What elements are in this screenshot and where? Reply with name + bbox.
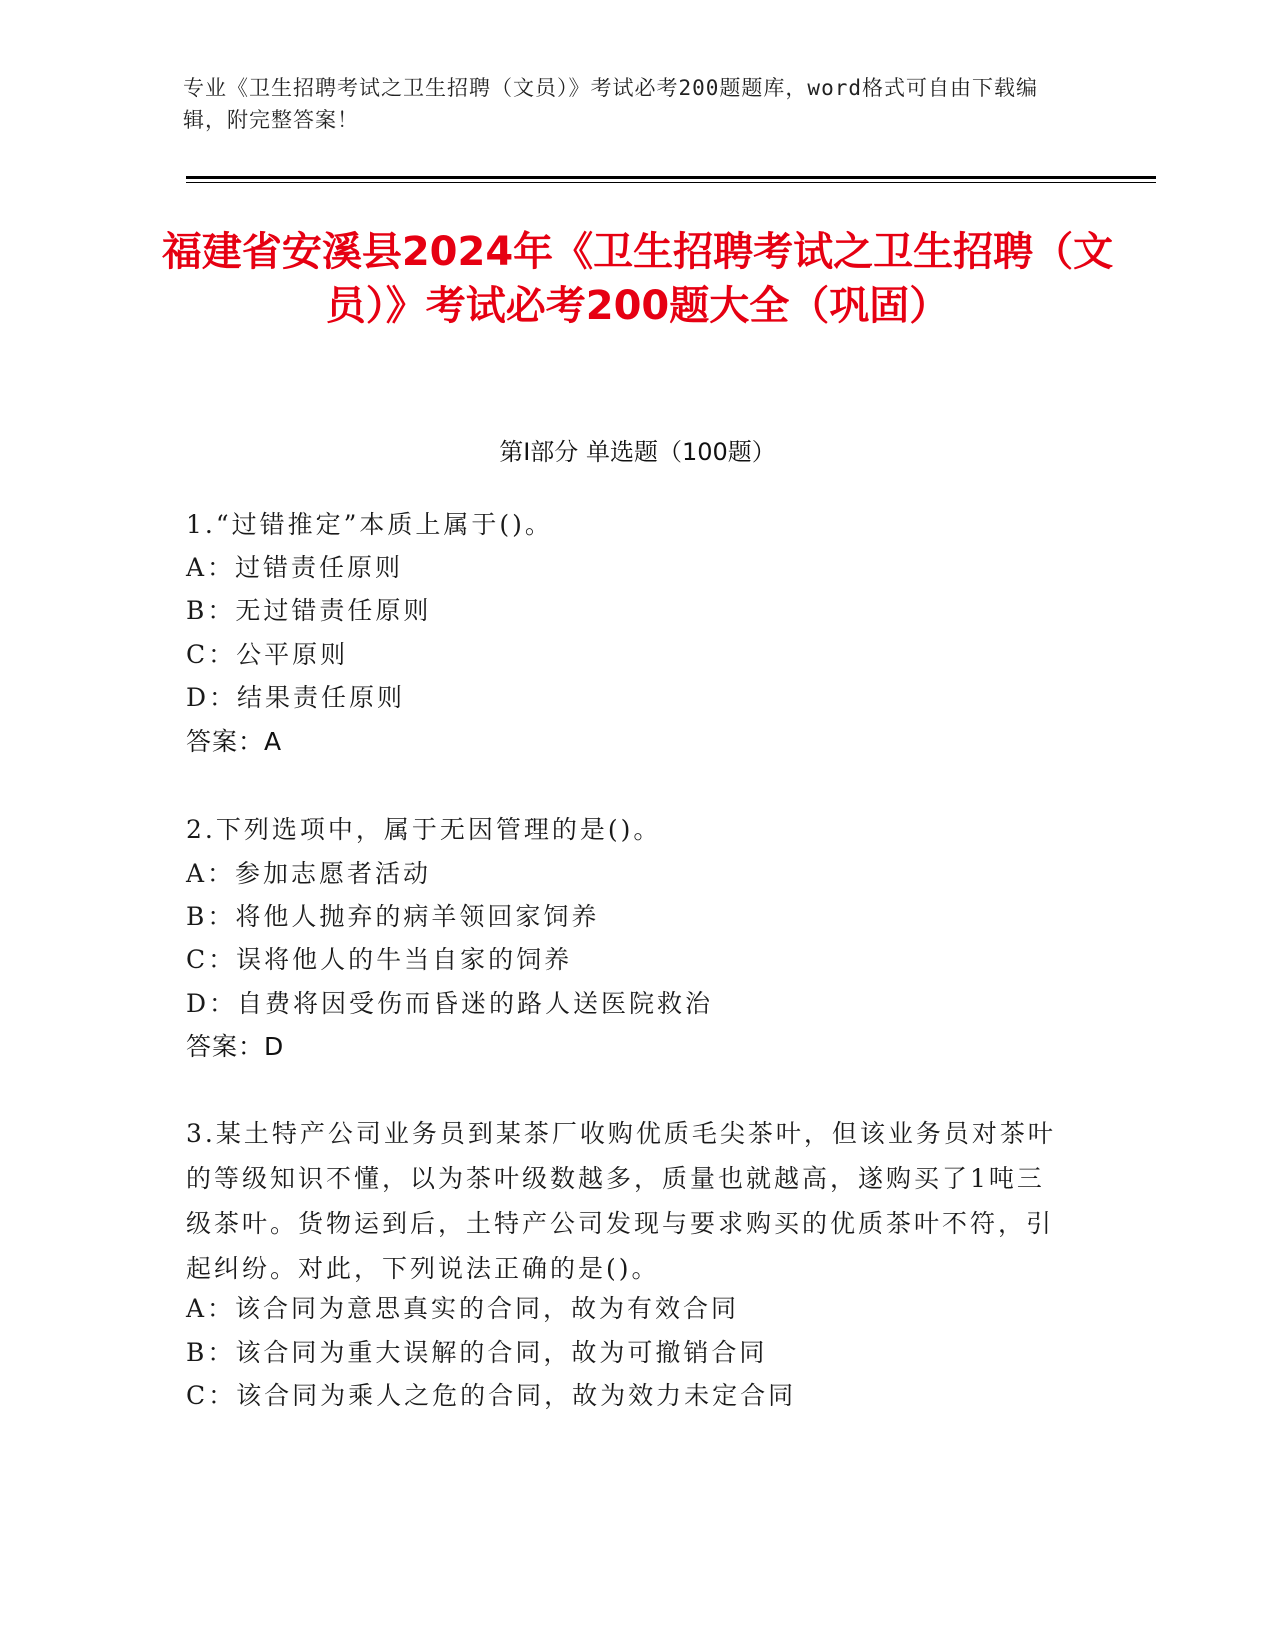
question-stem: 1.“过错推定”本质上属于()。 bbox=[186, 510, 553, 539]
document-title: 福建省安溪县2024年《卫生招聘考试之卫生招聘（文员）》考试必考200题大全（巩固） bbox=[161, 229, 1114, 329]
option-b: B：将他人抛弃的病羊领回家饲养 bbox=[186, 902, 600, 931]
header-divider bbox=[186, 176, 1156, 179]
option-c: C：该合同为乘人之危的合同，故为效力未定合同 bbox=[186, 1381, 797, 1410]
question-stem: 3.某土特产公司业务员到某茶厂收购优质毛尖茶叶，但该业务员对茶叶的等级知识不懂，以为茶叶级数越多，质量也就越高，遂购买了1吨三级茶叶。货物运到后，土特产公司发现与要求购买的优质茶叶不符，引起纠纷。对此，下列说法正确的是()。 bbox=[186, 1119, 1056, 1283]
header-note: 专业《卫生招聘考试之卫生招聘（文员）》考试必考200题题库，word格式可自由下载编辑，附完整答案！ bbox=[183, 76, 1038, 132]
option-a: A：参加志愿者活动 bbox=[186, 859, 432, 888]
header-divider-thin bbox=[186, 182, 1156, 183]
question-stem: 2.下列选项中，属于无因管理的是()。 bbox=[186, 815, 662, 844]
option-a: A：过错责任原则 bbox=[186, 553, 404, 582]
option-b: B：该合同为重大误解的合同，故为可撤销合同 bbox=[186, 1338, 768, 1367]
option-d: D：结果责任原则 bbox=[186, 683, 406, 712]
option-c: C：公平原则 bbox=[186, 640, 349, 669]
answer-label: 答案：A bbox=[186, 727, 283, 756]
section-title: 第Ⅰ部分 单选题（100题） bbox=[499, 438, 776, 466]
option-b: B：无过错责任原则 bbox=[186, 596, 432, 625]
option-a: A：该合同为意思真实的合同，故为有效合同 bbox=[186, 1294, 740, 1323]
answer-label: 答案：D bbox=[186, 1032, 285, 1061]
option-c: C：误将他人的牛当自家的饲养 bbox=[186, 945, 573, 974]
option-d: D：自费将因受伤而昏迷的路人送医院救治 bbox=[186, 989, 714, 1018]
